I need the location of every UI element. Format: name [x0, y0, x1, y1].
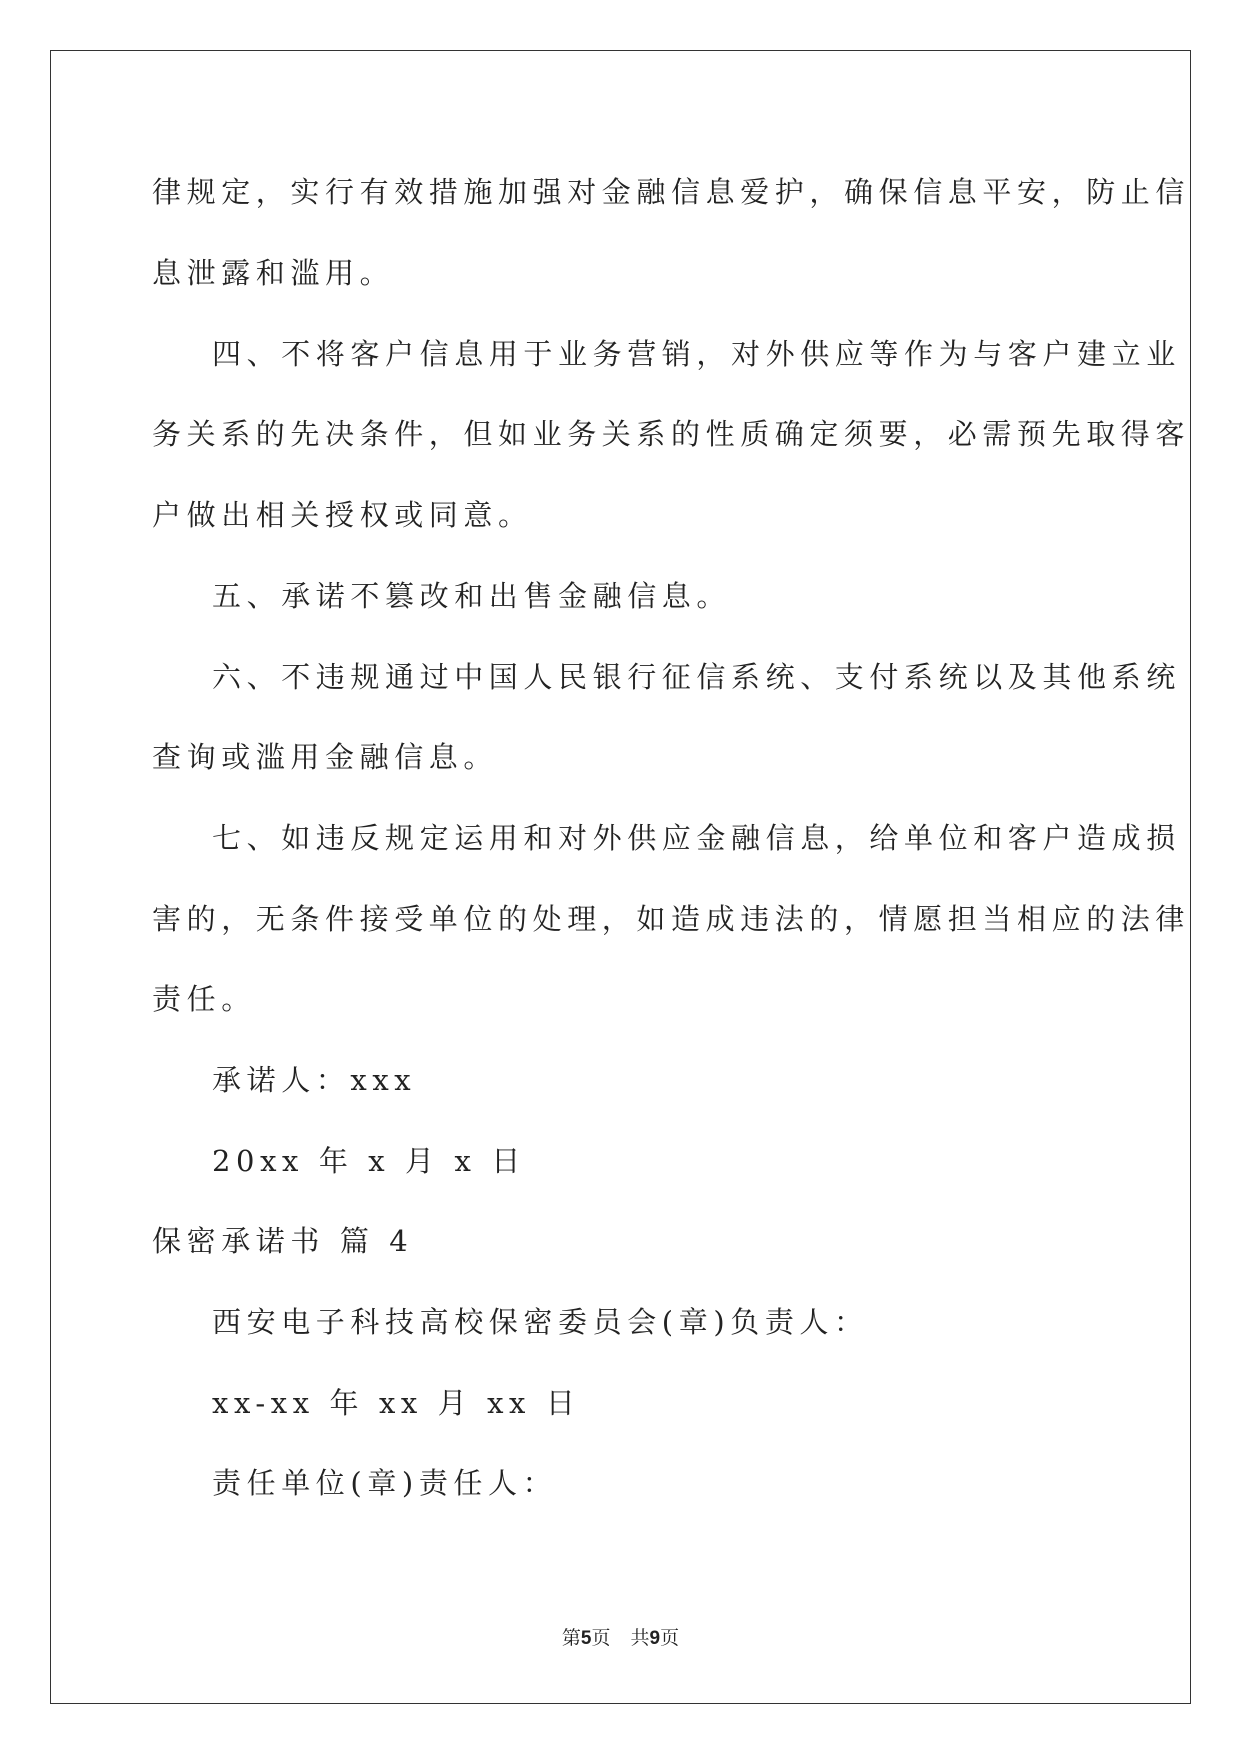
paragraph-five-line: 五、承诺不篡改和出售金融信息。: [212, 579, 732, 613]
body-line: 害的，无条件接受单位的处理，如造成违法的，情愿担当相应的法律: [152, 902, 1191, 936]
paragraph-four-line: 四、不将客户信息用于业务营销，对外供应等作为与客户建立业: [212, 337, 1181, 371]
paragraph-six-line: 六、不违规通过中国人民银行征信系统、支付系统以及其他系统: [212, 660, 1181, 694]
page-footer: [0, 1626, 1241, 1651]
paragraph-seven-line: 七、如违反规定运用和对外供应金融信息，给单位和客户造成损: [212, 821, 1181, 855]
body-line: 户做出相关授权或同意。: [152, 498, 533, 532]
date-line: 20xx 年 x 月 x 日: [212, 1144, 526, 1178]
section-heading: 保密承诺书 篇 4: [152, 1224, 414, 1258]
body-line: 查询或滥用金融信息。: [152, 740, 499, 774]
body-line: 律规定，实行有效措施加强对金融信息爱护，确保信息平安，防止信: [152, 175, 1191, 209]
date-line: xx-xx 年 xx 月 xx 日: [212, 1386, 581, 1420]
body-line: 务关系的先决条件，但如业务关系的性质确定须要，必需预先取得客: [152, 417, 1191, 451]
footer-page-prefix: 第: [561, 1627, 581, 1649]
footer-total-prefix: 共: [630, 1627, 650, 1649]
body-line: 息泄露和滥用。: [152, 256, 395, 290]
footer-page-suffix: 页: [591, 1627, 611, 1649]
responsible-unit-line: 责任单位(章)责任人：: [212, 1466, 558, 1500]
signatory-line: 承诺人：xxx: [212, 1063, 417, 1097]
footer-total-suffix: 页: [660, 1627, 680, 1649]
footer-page-total: 9: [649, 1628, 661, 1649]
footer-page-current: 5: [580, 1628, 592, 1649]
body-line: 责任。: [152, 982, 256, 1016]
page-frame: [50, 50, 1191, 1704]
committee-line: 西安电子科技高校保密委员会(章)负责人：: [212, 1305, 869, 1339]
